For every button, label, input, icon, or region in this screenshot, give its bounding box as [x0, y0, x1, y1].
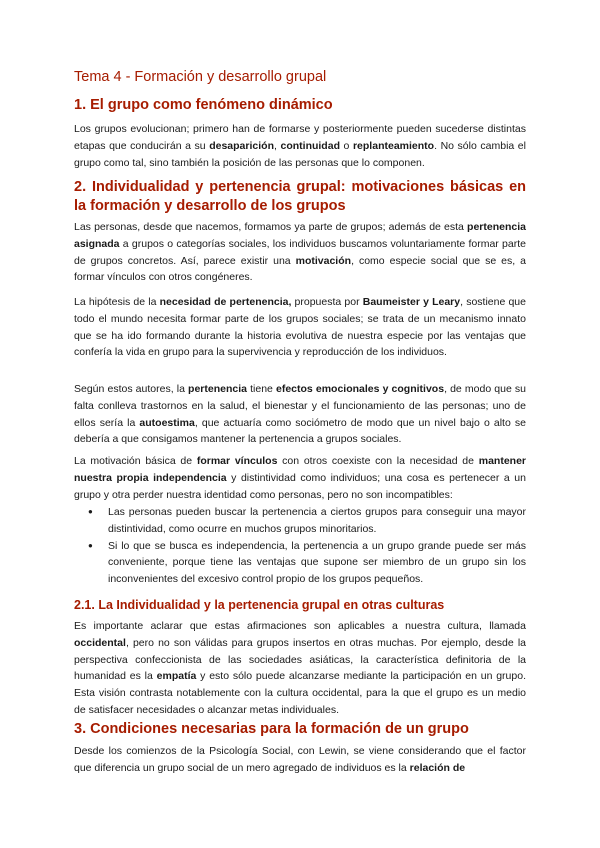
list-item: ● Si lo que se busca es independencia, la pertenencia a un grupo grande puede ser más conveniente, porque tiene las ventajas que supone ser miembro de un grupo sin los inconvenientes del excesivo control propio de los grupos pequeños.	[108, 538, 526, 588]
list-item: ● Las personas pueden buscar la pertenencia a ciertos grupos para conseguir una mayor distintividad, como ocurre en muchos grupos minoritarios.	[108, 504, 526, 538]
section-2-1-paragraph: Es importante aclarar que estas afirmaciones son aplicables a nuestra cultura, llamada occidental, pero no son válidas para grupos insertos en otras muchas. Por ejemplo, desde la perspectiva confeccionista de las sociedades asiáticas, la característica definitoria de la humanidad es la empatía y esto sólo puede alcanzarse mediante la participación en un grupo. Esta visión contrasta notablemente con la cultura occidental, para la que el grupo es un medio de satisfacer necesidades o alcanzar metas individuales.	[74, 620, 526, 716]
section-3-paragraph: Desde los comienzos de la Psicología Social, con Lewin, se viene considerando que el factor que diferencia un grupo social de un mero agregado de individuos es la relación de	[74, 745, 526, 774]
section-2-paragraph-1: Las personas, desde que nacemos, formamos ya parte de grupos; además de esta pertenencia asignada a grupos o categorías sociales, los individuos buscamos voluntariamente formar parte de grupos concretos. Así, parece existir una motivación, como especie social que se es, a formar vínculos con otros congéneres.	[74, 221, 526, 284]
section-1-heading: 1. El grupo como fenómeno dinámico	[74, 97, 333, 113]
section-2-1-heading: 2.1. La Individualidad y la pertenencia grupal en otras culturas	[74, 598, 445, 612]
section-2-paragraph-4: La motivación básica de formar vínculos con otros coexiste con la necesidad de mantener nuestra propia independencia y distintividad como individuos; una cosa es pertenecer a un grupo y otra perder nuestra identidad como personas, pero no son incompatibles:	[74, 455, 526, 501]
bullet-list	[74, 504, 526, 588]
section-2-paragraph-3: Según estos autores, la pertenencia tiene efectos emocionales y cognitivos, de modo que su falta conlleva trastornos en la salud, el bienestar y el funcionamiento de las personas; uno de ellos sería la autoestima, que actuaría como sociómetro de modo que un nivel bajo o alto se debería a que consigamos mantener la pertenencia a grupos sociales.	[74, 383, 526, 446]
section-1-paragraph: Los grupos evolucionan; primero han de formarse y posteriormente pueden sucederse distintas etapas que conducirán a su desaparición, continuidad o replanteamiento. No sólo cambia el grupo como tal, sino también la posición de las personas que lo componen.	[74, 123, 526, 169]
section-2-paragraph-2: La hipótesis de la necesidad de pertenencia, propuesta por Baumeister y Leary, sostiene que todo el mundo necesita formar parte de los grupos sociales; se trata de un mecanismo innato que se ha ido formando durante la historia evolutiva de nuestra especie por las ventajas que confería la vida en grupo para la supervivencia y reproducción de los individuos.	[74, 296, 526, 359]
section-3-heading: 3. Condiciones necesarias para la formación de un grupo	[74, 721, 469, 737]
document-title: Tema 4 - Formación y desarrollo grupal	[74, 69, 327, 85]
section-2-heading: 2. Individualidad y pertenencia grupal: motivaciones básicas en la formación y desarrollo de los grupos	[74, 179, 526, 214]
